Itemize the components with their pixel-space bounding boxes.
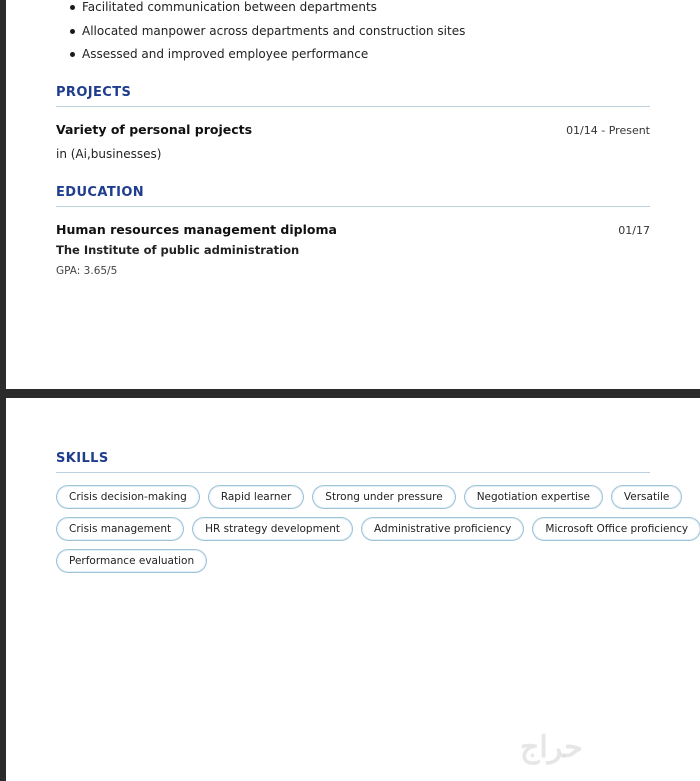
skills-chip-list <box>56 485 689 581</box>
skill-chip: Crisis management <box>56 517 184 541</box>
site-watermark-logo: حراج <box>520 730 583 765</box>
resume-page-2 <box>6 398 700 781</box>
skills-row <box>56 485 670 509</box>
bullet-item: Assessed and improved employee performance <box>56 46 465 69</box>
skill-chip: Negotiation expertise <box>464 485 603 509</box>
experience-bullet-list <box>56 0 465 69</box>
education-date: 01/17 <box>618 224 650 237</box>
education-title: Human resources management diploma <box>56 222 337 237</box>
skills-row <box>56 517 689 541</box>
education-gpa: GPA: 3.65/5 <box>56 265 118 277</box>
skill-chip: Microsoft Office proficiency <box>532 517 700 541</box>
education-heading: EDUCATION <box>56 185 650 207</box>
project-detail: in (Ai,businesses) <box>56 147 162 161</box>
skills-heading: SKILLS <box>56 451 650 473</box>
resume-page-1 <box>6 0 700 389</box>
skill-chip: Performance evaluation <box>56 549 207 573</box>
skill-chip: Strong under pressure <box>312 485 455 509</box>
skill-chip: Rapid learner <box>208 485 304 509</box>
project-date: 01/14 - Present <box>566 124 650 137</box>
skills-row <box>56 549 656 573</box>
skill-chip: Crisis decision-making <box>56 485 200 509</box>
project-title: Variety of personal projects <box>56 122 253 137</box>
skill-chip: Administrative proficiency <box>361 517 524 541</box>
bullet-item: Facilitated communication between departments <box>56 0 465 22</box>
skill-chip: Versatile <box>611 485 682 509</box>
education-institution: The Institute of public administration <box>56 243 300 257</box>
bullet-item: Allocated manpower across departments and construction sites <box>56 23 465 46</box>
projects-heading: PROJECTS <box>56 85 650 107</box>
skill-chip: HR strategy development <box>192 517 353 541</box>
